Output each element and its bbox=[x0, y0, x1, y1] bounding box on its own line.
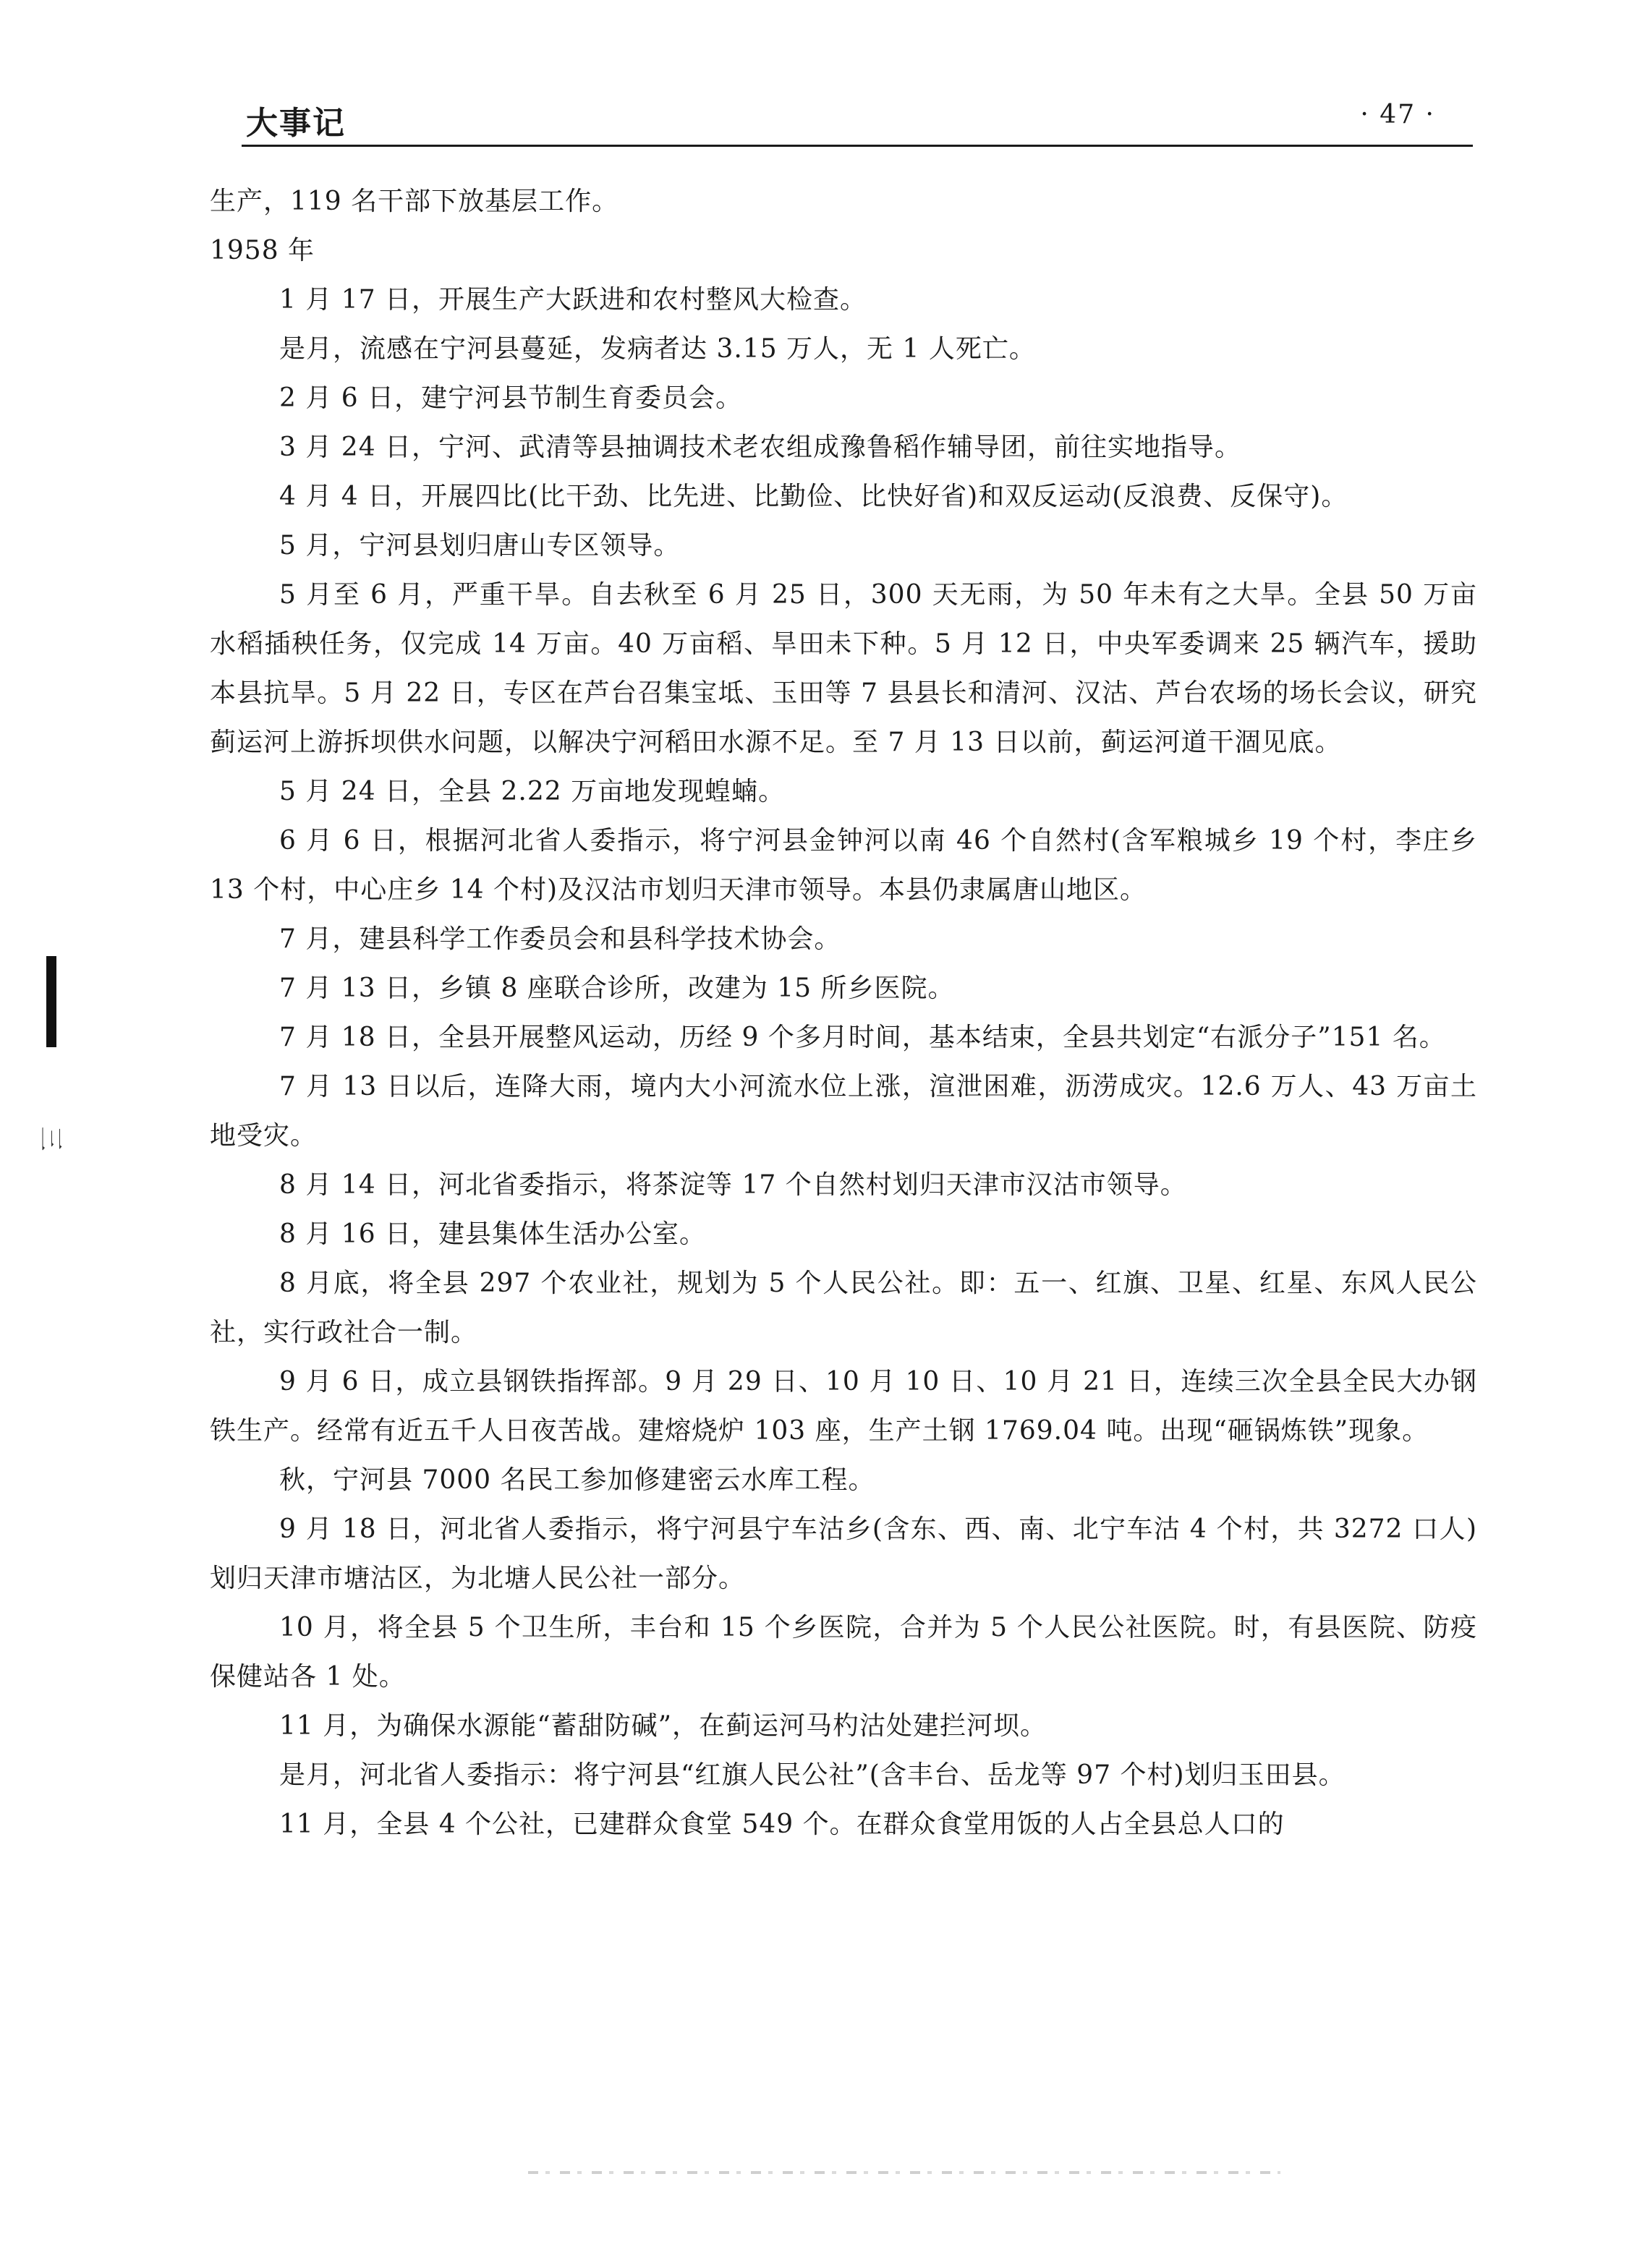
paragraph: 是月，河北省人委指示：将宁河县“红旗人民公社”(含丰台、岳龙等 97 个村)划归玉田县。 bbox=[279, 1760, 1346, 1790]
paragraph: 8 月 14 日，河北省委指示，将茶淀等 17 个自然村划归天津市汉沽市领导。 bbox=[279, 1170, 1187, 1200]
paragraph: 秋，宁河县 7000 名民工参加修建密云水库工程。 bbox=[279, 1465, 875, 1495]
paragraph: 9 月 6 日，成立县钢铁指挥部。9 月 29 日、10 月 10 日、10 月 21 日，连续三次全县全民大办钢铁生产。经常有近五千人日夜苦战。建熔烧炉 103 座，生产土钢 1769.04 吨。出现“砸锅炼铁”现象。 bbox=[210, 1367, 1477, 1446]
document-body bbox=[210, 177, 1477, 1849]
paragraph: 6 月 6 日，根据河北省人委指示，将宁河县金钟河以南 46 个自然村(含军粮城乡 19 个村，李庄乡 13 个村，中心庄乡 14 个村)及汉沽市划归天津市领导。本县仍隶属唐山地区。 bbox=[210, 826, 1477, 905]
paragraph: 5 月 24 日，全县 2.22 万亩地发现蝗蝻。 bbox=[279, 777, 786, 806]
binding-mark bbox=[46, 956, 56, 1047]
header-rule bbox=[242, 145, 1473, 147]
paragraph: 生产，119 名干部下放基层工作。 bbox=[210, 187, 619, 216]
paragraph: 7 月 13 日，乡镇 8 座联合诊所，改建为 15 所乡医院。 bbox=[279, 973, 955, 1003]
paragraph: 5 月至 6 月，严重干旱。自去秋至 6 月 25 日，300 天无雨，为 50 年未有之大旱。全县 50 万亩水稻插秧任务，仅完成 14 万亩。40 万亩稻、旱田未下种。5 月 12 日，中央军委调来 25 辆汽车，援助本县抗旱。5 月 22 日，专区在芦台召集宝坻、玉田等 7 县县长和清河、汉沽、芦台农场的场长会议，研究蓟运河上游拆坝供水问题，以解决宁河稻田水源不足。至 7 月 13 日以前，蓟运河道干涸见底。 bbox=[210, 580, 1477, 757]
paragraph: 7 月 13 日以后，连降大雨，境内大小河流水位上涨，渲泄困难，沥涝成灾。12.6 万人、43 万亩土地受灾。 bbox=[210, 1072, 1477, 1151]
paragraph: 10 月，将全县 5 个卫生所，丰台和 15 个乡医院，合并为 5 个人民公社医院。时，有县医院、防疫保健站各 1 处。 bbox=[210, 1613, 1477, 1692]
paragraph: 7 月 18 日，全县开展整风运动，历经 9 个多月时间，基本结束，全县共划定“右派分子”151 名。 bbox=[279, 1023, 1446, 1052]
paragraph: 8 月底，将全县 297 个农业社，规划为 5 个人民公社。即：五一、红旗、卫星、红星、东风人民公社，实行政社合一制。 bbox=[210, 1269, 1477, 1347]
paragraph: 11 月，为确保水源能“蓄甜防碱”，在蓟运河马杓沽处建拦河坝。 bbox=[279, 1711, 1047, 1741]
paragraph: 3 月 24 日，宁河、武清等县抽调技术老农组成豫鲁稻作辅导团，前往实地指导。 bbox=[279, 432, 1242, 462]
paragraph: 5 月，宁河县划归唐山专区领导。 bbox=[279, 531, 681, 560]
year-heading: 1958 年 bbox=[210, 236, 315, 265]
scan-artifact bbox=[528, 2171, 1280, 2174]
paragraph: 4 月 4 日，开展四比(比干劲、比先进、比勤俭、比快好省)和双反运动(反浪费、反保守)。 bbox=[279, 482, 1348, 511]
section-title: 大事记 bbox=[246, 105, 346, 142]
paragraph: 7 月，建县科学工作委员会和县科学技术协会。 bbox=[279, 924, 841, 954]
page-number: · 47 · bbox=[1360, 100, 1435, 129]
paragraph: 2 月 6 日，建宁河县节制生育委员会。 bbox=[279, 383, 743, 413]
paragraph: 9 月 18 日，河北省人委指示，将宁河县宁车沽乡(含东、西、南、北宁车沽 4 个村，共 3272 口人)划归天津市塘沽区，为北塘人民公社一部分。 bbox=[210, 1514, 1477, 1593]
paragraph: 11 月，全县 4 个公社，已建群众食堂 549 个。在群众食堂用饭的人占全县总人口的 bbox=[279, 1809, 1285, 1839]
page-header bbox=[242, 94, 1471, 143]
paragraph: 是月，流感在宁河县蔓延，发病者达 3.15 万人，无 1 人死亡。 bbox=[279, 334, 1036, 364]
paragraph: 8 月 16 日，建县集体生活办公室。 bbox=[279, 1219, 707, 1249]
paragraph: 1 月 17 日，开展生产大跃进和农村整风大检查。 bbox=[279, 285, 867, 315]
margin-mark: 三 bbox=[35, 1126, 65, 1151]
